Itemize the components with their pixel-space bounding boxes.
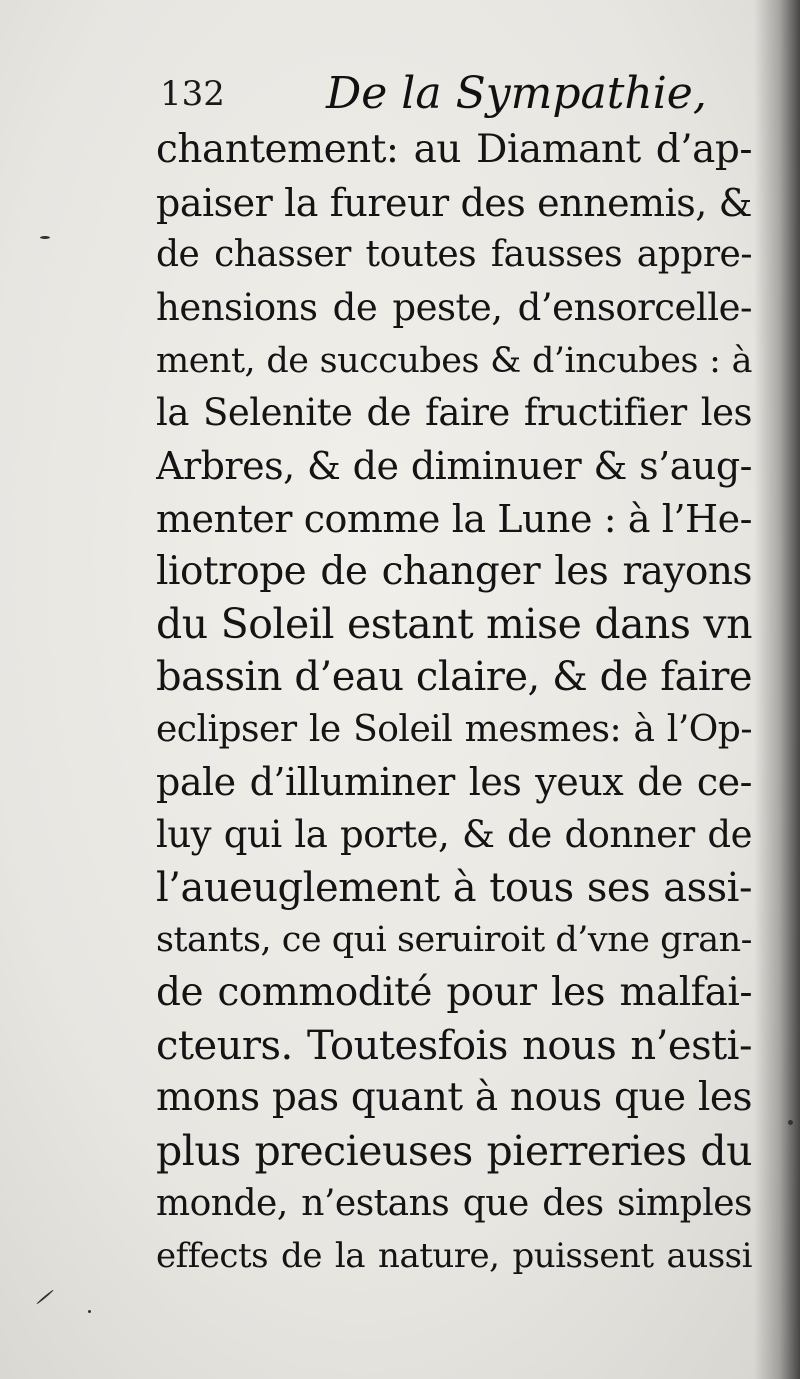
text-line: Arbres, & de diminuer & s’aug-: [156, 444, 752, 489]
text-line: luy qui la porte, & de donner de: [156, 812, 752, 856]
text-line: l’aueuglement à tous ses assi-: [156, 864, 752, 911]
text-line: paiser la fureur des ennemis, &: [156, 180, 752, 225]
text-line: monde, n’estans que des simples: [156, 1182, 752, 1224]
text-line: liotrope de changer les rayons: [156, 548, 752, 594]
text-line: de chasser toutes fausses appre-: [156, 234, 752, 276]
text-line: menter comme la Lune : à l’He-: [156, 496, 752, 541]
ink-speck: [788, 1120, 793, 1125]
running-head: De la Sympathie,: [326, 68, 707, 119]
ink-speck: [40, 236, 50, 239]
text-line: stants, ce qui seruiroit d’vne gran-: [156, 920, 752, 961]
page-header: [160, 68, 760, 120]
text-line: eclipser le Soleil mesmes: à l’Op-: [156, 708, 752, 750]
text-line: effects de la nature, puissent aussi: [156, 1236, 752, 1277]
text-line: chantement: au Diamant d’ap-: [156, 127, 752, 172]
text-line: la Selenite de faire fructifier les: [156, 391, 752, 435]
ink-speck: [36, 1289, 54, 1305]
ink-speck: [88, 1310, 91, 1313]
text-line: de commodité pour les malfai-: [156, 970, 752, 1015]
page-number: 132: [160, 74, 225, 114]
text-line: pale d’illuminer les yeux de ce-: [156, 760, 752, 805]
text-line: hensions de peste, d’ensorcelle-: [156, 286, 752, 330]
text-line: plus precieuses pierreries du: [156, 1127, 752, 1176]
page-gutter-shadow: [754, 0, 800, 1379]
text-line: ment, de succubes & d’incubes : à: [156, 340, 752, 381]
text-line: cteurs. Toutesfois nous n’esti-: [156, 1022, 752, 1069]
text-line: bassin d’eau claire, & de faire: [156, 653, 752, 700]
text-line: mons pas quant à nous que les: [156, 1075, 752, 1121]
text-line: du Soleil estant mise dans vn: [156, 600, 752, 649]
body-text: [156, 124, 752, 1283]
